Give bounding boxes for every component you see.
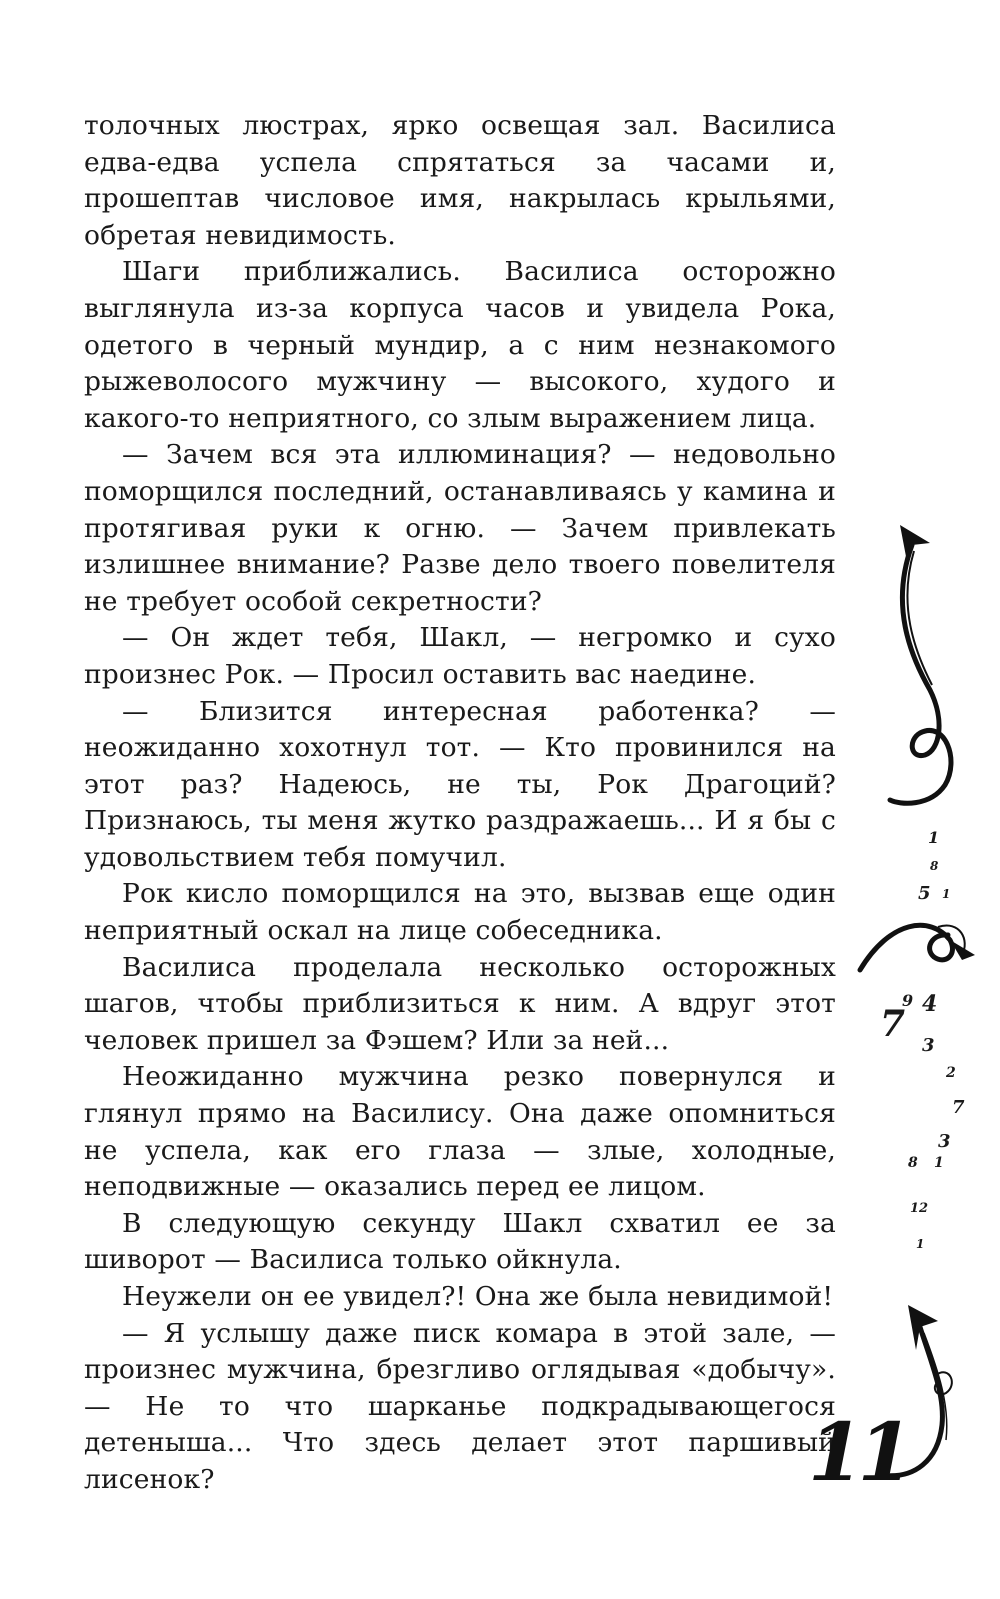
paragraph: Василиса проделала несколько осторожных шагов, чтобы приблизиться к ним. А вдруг этот человек пришел за Фэшем? Или за ней... <box>84 951 836 1056</box>
ornament-digit: 3 <box>938 1131 951 1152</box>
paragraph: В следующую секунду Шакл схватил ее за шиворот — Василиса только ойкнула. <box>84 1207 836 1276</box>
ornament-digit: 1 <box>942 887 951 901</box>
ornament-digit: 7 <box>952 1097 965 1118</box>
paragraph: Шаги приближались. Василиса осторожно выглянула из-за корпуса часов и увидела Рока, одетого в черный мундир, а с ним незнакомого рыжеволосого мужчину — высокого, худого и какого-то неприятного, со злым выражением лица. <box>84 256 836 434</box>
ornament-digit: 5 <box>918 883 931 904</box>
ornament-digit: 8 <box>908 1155 918 1171</box>
paragraph: толочных люстрах, ярко освещая зал. Василиса едва-едва успела спрятаться за часами и, прошептав числовое имя, накрылась крыльями, обретая невидимость. <box>84 110 836 251</box>
body-text <box>84 108 836 1499</box>
ornament-digit: 3 <box>922 1035 935 1056</box>
paragraph: Неожиданно мужчина резко повернулся и глянул прямо на Василису. Она даже опомниться не успела, как его глаза — злые, холодные, неподвижные — оказались перед ее лицом. <box>84 1061 836 1203</box>
paragraph: — Близится интересная работенка? — неожиданно хохотнул тот. — Кто провинился на этот раз? Надеюсь, не ты, Рок Драгоций? Признаюсь, ты меня жутко раздражаешь... И я бы с удовольствием тебя помучил. <box>84 695 836 873</box>
ornament-digit: 4 <box>922 991 938 1017</box>
ornament-digit: 1 <box>928 828 940 847</box>
ornament-digit: 7 <box>880 1003 906 1045</box>
ornament-digit: 9 <box>902 991 914 1010</box>
margin-ornament <box>850 515 1000 1525</box>
paragraph: Неужели он ее увидел?! Она же была невидимой! <box>122 1281 834 1312</box>
ornament-digit: 8 <box>930 859 939 873</box>
paragraph: — Он ждет тебя, Шакл, — негромко и сухо произнес Рок. — Просил оставить вас наедине. <box>84 622 836 690</box>
ornament-digit: 1 <box>916 1237 925 1251</box>
page-number: 11 <box>808 1405 908 1499</box>
paragraph: Рок кисло поморщился на это, вызвав еще один неприятный оскал на лице собеседника. <box>84 878 836 947</box>
paragraph: — Зачем вся эта иллюминация? — недовольно поморщился последний, останавливаясь у камина и протягивая руки к огню. — Зачем привлекать излишнее внимание? Разве дело твоего повелителя не требует особой секретности? <box>84 439 836 617</box>
ornament-digit: 2 <box>946 1065 956 1081</box>
clock-hand-ornament-icon <box>850 515 1000 1525</box>
ornament-digit: 1 <box>934 1155 944 1171</box>
paragraph: — Я услышу даже писк комара в этой зале, — произнес мужчина, брезгливо оглядывая «добычу». — Не то что шарканье подкрадывающегося детеныша... Что здесь делает этот паршивый лисенок? <box>84 1317 836 1495</box>
ornament-digit: 12 <box>910 1201 929 1216</box>
